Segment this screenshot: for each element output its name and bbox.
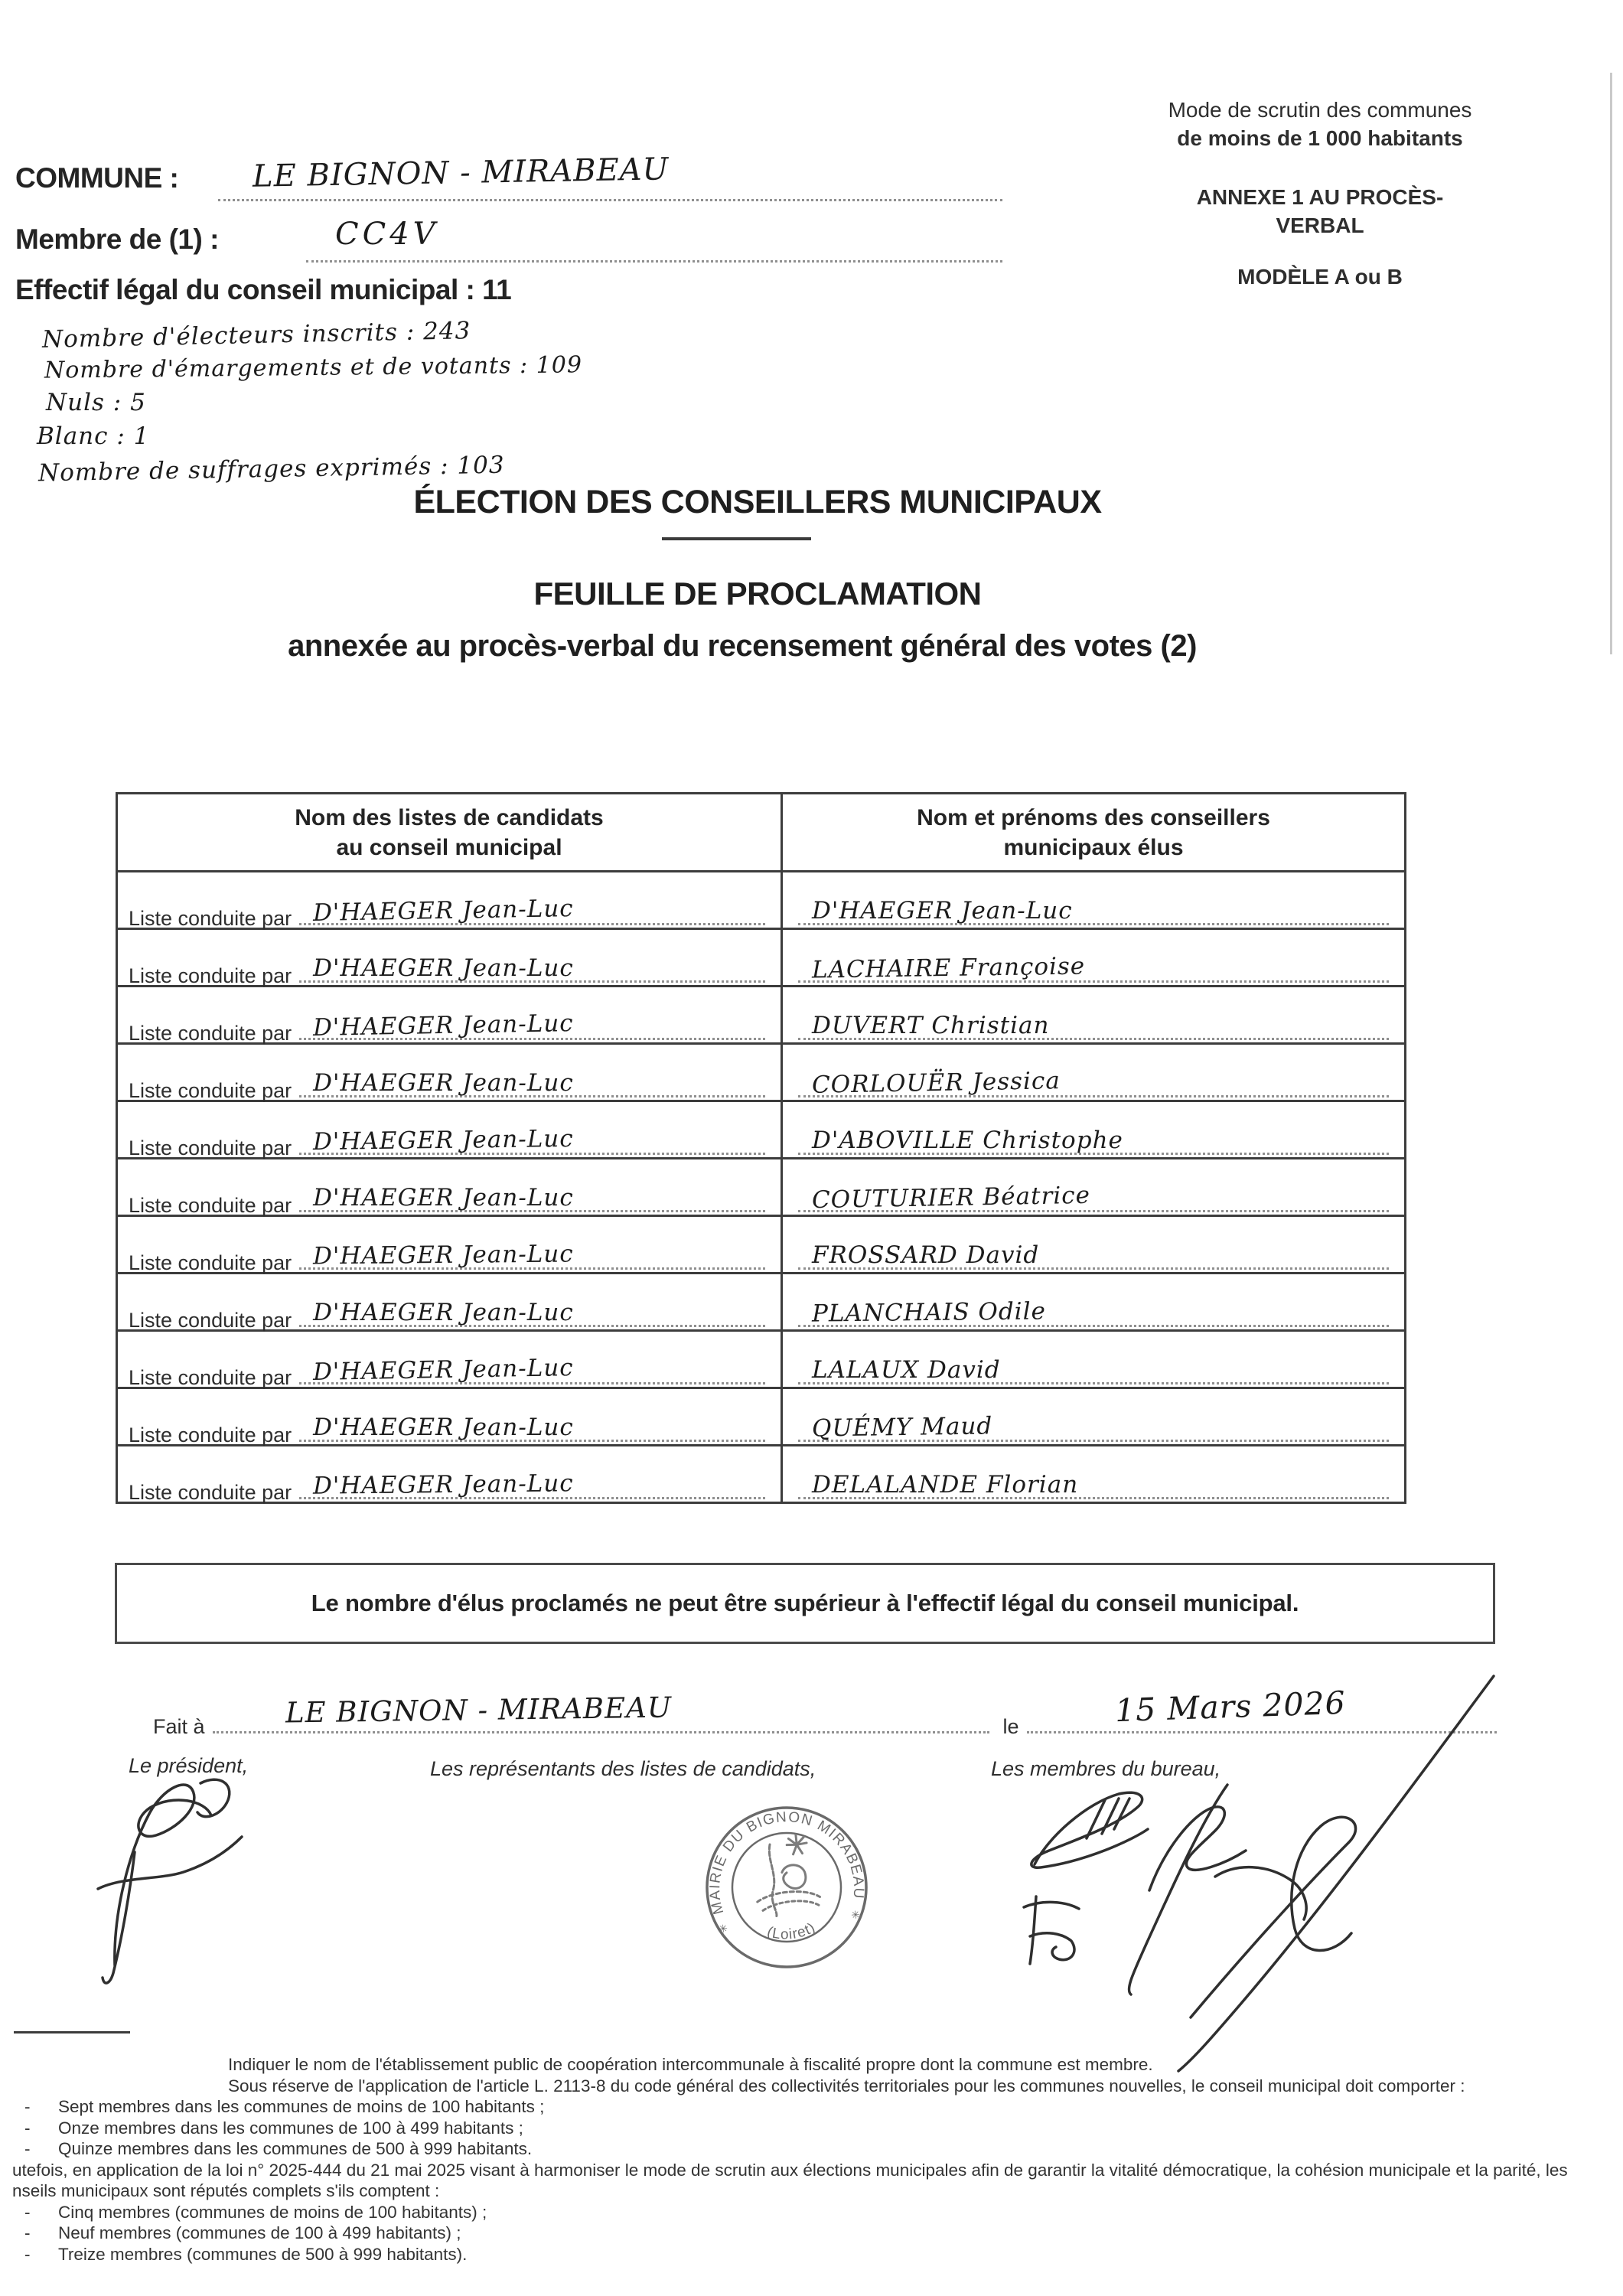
elected-name-handwritten: D'HAEGER Jean-Luc <box>812 897 1073 925</box>
bullet-text: Sept membres dans les communes de moins de 100 habitants ; <box>58 2097 545 2116</box>
commune-value: LE BIGNON - MIRABEAU <box>252 152 670 194</box>
row-prefix: Liste conduite par <box>129 1424 292 1446</box>
footnote-bullet <box>12 2244 1619 2265</box>
bullet-text: Onze membres dans les communes de 100 à 499 habitants ; <box>58 2118 523 2138</box>
list-name-handwritten: D'HAEGER Jean-Luc <box>312 1240 574 1270</box>
fait-a-label: Fait à <box>153 1715 205 1738</box>
row-prefix: Liste conduite par <box>129 1137 292 1159</box>
row-prefix: Liste conduite par <box>129 1366 292 1389</box>
representants-label: Les représentants des listes de candidats, <box>430 1757 816 1780</box>
bureau-signature-1 <box>1031 1792 1148 1867</box>
elected-name-handwritten: LACHAIRE Françoise <box>811 952 1086 984</box>
stamp-bottom-text: (Loiret) <box>764 1919 819 1943</box>
footnote-paragraph: nseils municipaux sont réputés complets s'ils comptent : <box>12 2181 440 2200</box>
corner-modele: MODÈLE A ou B <box>1237 265 1403 289</box>
row-prefix: Liste conduite par <box>129 964 292 987</box>
bullet-dash: - <box>24 2118 31 2138</box>
col-header-lists-line2: au conseil municipal <box>336 834 562 860</box>
stat-nuls: Nuls : 5 <box>46 389 146 416</box>
stamp-star-right: ✳ <box>850 1908 861 1922</box>
list-name-handwritten: D'HAEGER Jean-Luc <box>313 1299 574 1326</box>
bullet-text: Neuf membres (communes de 100 à 499 habitants) ; <box>58 2223 461 2242</box>
row-prefix: Liste conduite par <box>129 1481 292 1504</box>
commune-label: COMMUNE : <box>15 162 179 194</box>
bullet-dash: - <box>24 2223 31 2242</box>
row-prefix: Liste conduite par <box>129 1309 292 1332</box>
elected-name-handwritten: PLANCHAIS Odile <box>811 1297 1047 1328</box>
footnote-bullet <box>12 2118 1619 2139</box>
col-header-lists-line1: Nom des listes de candidats <box>295 804 604 830</box>
main-title: ÉLECTION DES CONSEILLERS MUNICIPAUX <box>413 484 1102 520</box>
footnote-line: Sous réserve de l'application de l'article L. 2113-8 du code général des collectivités territoriales pour les communes nouvelles, le conseil municipal doit comporter : <box>228 2076 1465 2095</box>
row-prefix: Liste conduite par <box>129 1079 292 1102</box>
footnote-separator <box>14 2031 130 2033</box>
annex-title: annexée au procès-verbal du recensement général des votes (2) <box>288 629 1197 663</box>
footnote-line: Indiquer le nom de l'établissement public de coopération intercommunale à fiscalité propre dont la commune est membre. <box>228 2055 1153 2074</box>
row-prefix: Liste conduite par <box>129 1251 292 1274</box>
bullet-dash: - <box>24 2202 31 2222</box>
footnote-paragraph: utefois, en application de la loi n° 2025-444 du 21 mai 2025 visant à harmoniser le mode de scrutin aux élections municipales afin de garantir la vitalité démocratique, la cohésion municipale et la parité, les <box>12 2160 1568 2180</box>
membre-value: CC4V <box>335 217 439 252</box>
footnote-bullet <box>12 2138 1619 2160</box>
footnote-bullet <box>12 2096 1619 2118</box>
list-name-handwritten: D'HAEGER Jean-Luc <box>313 1414 574 1441</box>
president-label: Le président, <box>129 1754 249 1777</box>
date-handwritten: 15 Mars 2026 <box>1113 1684 1346 1730</box>
bureau-signature-3 <box>1129 1676 1494 2071</box>
stat-votants: Nombre d'émargements et de votants : 109 <box>44 351 583 384</box>
elected-name-handwritten: D'ABOVILLE Christophe <box>812 1127 1123 1154</box>
list-name-handwritten: D'HAEGER Jean-Luc <box>312 1469 574 1500</box>
stat-exprimes: Nombre de suffrages exprimés : 103 <box>37 451 505 488</box>
bullet-dash: - <box>24 2097 31 2116</box>
col-header-elected-line2: municipaux élus <box>1003 834 1184 860</box>
membre-label: Membre de (1) : <box>15 223 219 255</box>
col-header-elected-line1: Nom et prénoms des conseillers <box>917 804 1270 830</box>
stat-inscrits: Nombre d'électeurs inscrits : 243 <box>41 317 471 354</box>
list-name-handwritten: D'HAEGER Jean-Luc <box>312 1009 575 1042</box>
stamp-ring-text: MAIRIE DU BIGNON MIRABEAU <box>706 1808 867 1916</box>
president-signature <box>98 1779 242 1983</box>
footnote-bullet <box>12 2202 1619 2223</box>
elected-name-handwritten: DELALANDE Florian <box>812 1471 1079 1499</box>
corner-annexe: ANNEXE 1 AU PROCÈS-VERBAL <box>1196 185 1444 237</box>
elected-name-handwritten: QUÉMY Maud <box>811 1412 993 1443</box>
elected-name-handwritten: CORLOUËR Jessica <box>811 1067 1061 1099</box>
row-prefix: Liste conduite par <box>129 907 292 930</box>
elected-name-handwritten: DUVERT Christian <box>812 1012 1050 1039</box>
bullet-text: Treize membres (communes de 500 à 999 habitants). <box>58 2244 468 2264</box>
effectif-text: Effectif légal du conseil municipal : 11 <box>15 274 512 305</box>
row-prefix: Liste conduite par <box>129 1194 292 1217</box>
bullet-text: Quinze membres dans les communes de 500 à 999 habitants. <box>58 2139 533 2158</box>
membres-label: Les membres du bureau, <box>991 1757 1221 1780</box>
list-name-handwritten: D'HAEGER Jean-Luc <box>312 1124 574 1156</box>
stamp-star-left: ✳ <box>718 1922 728 1936</box>
elected-name-handwritten: FROSSARD David <box>812 1241 1040 1269</box>
footnotes-block <box>12 2054 1619 2265</box>
place-handwritten: LE BIGNON - MIRABEAU <box>285 1691 672 1730</box>
list-name-handwritten: D'HAEGER Jean-Luc <box>312 895 575 927</box>
stat-blanc: Blanc : 1 <box>37 422 150 450</box>
notice-text: Le nombre d'élus proclamés ne peut être supérieur à l'effectif légal du conseil municipal. <box>311 1590 1299 1616</box>
elected-name-handwritten: COUTURIER Béatrice <box>811 1181 1091 1215</box>
bullet-text: Cinq membres (communes de moins de 100 habitants) ; <box>58 2202 487 2222</box>
list-name-handwritten: D'HAEGER Jean-Luc <box>313 1184 574 1212</box>
le-label: le <box>1002 1715 1019 1738</box>
list-name-handwritten: D'HAEGER Jean-Luc <box>313 954 574 982</box>
row-prefix: Liste conduite par <box>129 1022 292 1045</box>
bullet-dash: - <box>24 2244 31 2264</box>
footnote-bullet <box>12 2223 1619 2244</box>
list-name-handwritten: D'HAEGER Jean-Luc <box>313 1069 574 1097</box>
bureau-signature-2 <box>1024 1896 1079 1964</box>
corner-line1: Mode de scrutin des communes <box>1168 98 1472 122</box>
list-name-handwritten: D'HAEGER Jean-Luc <box>312 1354 575 1386</box>
corner-line2: de moins de 1 000 habitants <box>1177 126 1463 150</box>
sub-title: FEUILLE DE PROCLAMATION <box>533 576 982 612</box>
elected-name-handwritten: LALAUX David <box>812 1356 1001 1384</box>
bullet-dash: - <box>24 2139 31 2158</box>
bureau-signature-4 <box>1191 1817 1356 2017</box>
